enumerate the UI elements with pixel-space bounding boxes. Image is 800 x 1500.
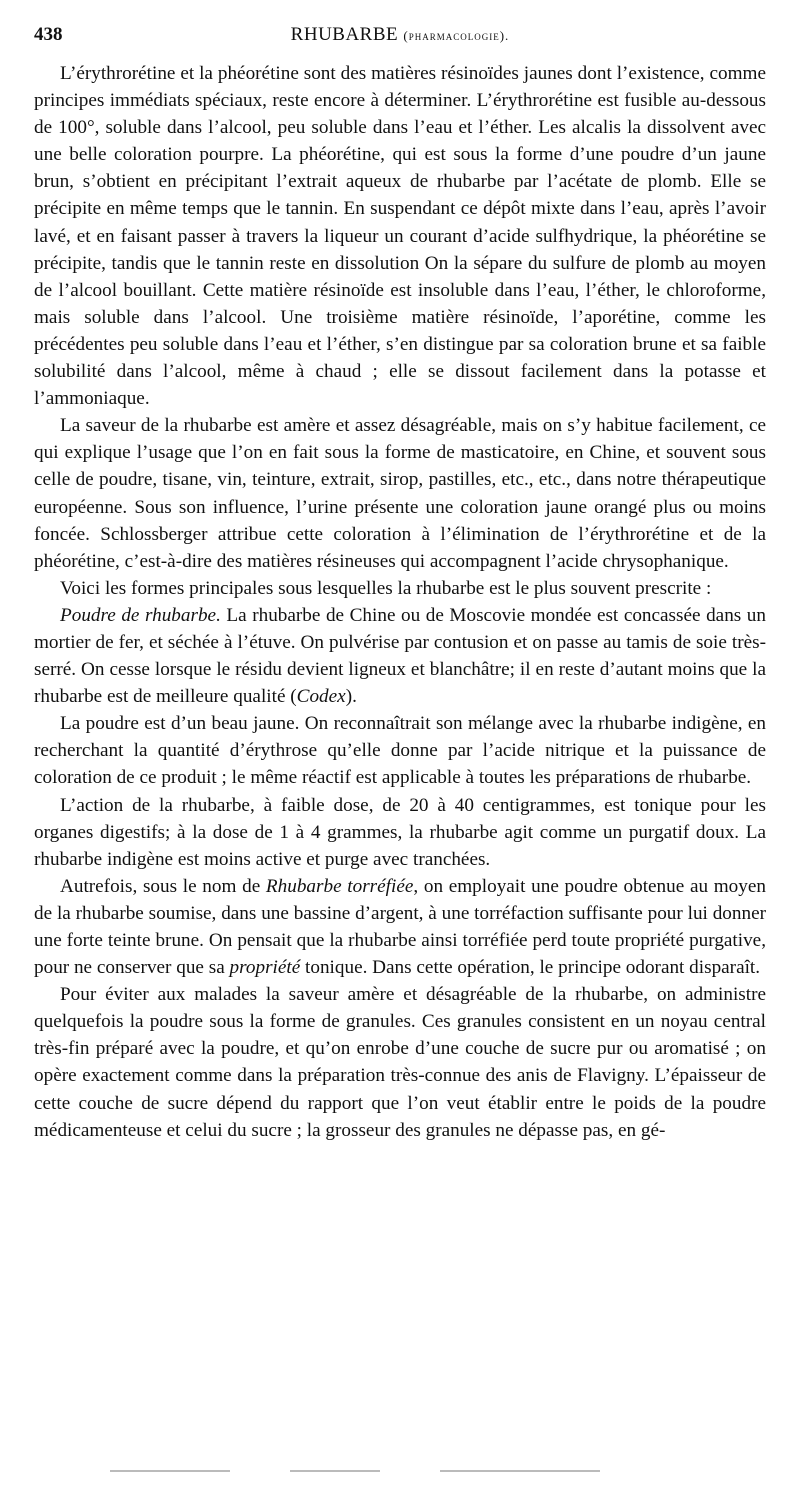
document-page (34, 24, 766, 1144)
page-number: 438 (34, 24, 63, 45)
italic-text: propriété (229, 957, 301, 979)
paragraph (34, 60, 766, 412)
running-head-subtitle: (pharmacologie). (403, 28, 510, 43)
paragraph-text: La saveur de la rhubarbe est amère et assez désagréable, mais on s’y habitue facilement, ce qui explique l’usage que l’on en fait sous la forme de masticatoire, en Chine, et souvent sous celle de poudre, tisane, vin, teinture, extrait, sirop, pastilles, etc., etc., dans notre thérapeutique européenne. Sous son influence, l’urine présente une coloration jaune orangé plus ou moins foncée. Schlossberger attribue cette coloration à l’élimination de l’érythrorétine et de la phéorétine, c’est-à-dire des matières résineuses qui accompagnent l’acide chrysophanique. (34, 415, 766, 572)
paragraph-text: ). (345, 686, 357, 708)
running-head (34, 24, 766, 46)
paragraph-text: La rhubarbe de Chine ou de Moscovie mondée est concassée dans un mortier de fer, et séchée à l’étuve. On pulvérise par contusion et on passe au tamis de soie très-serré. On cesse lorsque le résidu devient ligneux et blanchâtre; il en reste d’autant moins que la rhubarbe est de meilleure qualité ( (34, 604, 766, 708)
paragraph (34, 792, 766, 873)
paragraph (34, 575, 766, 602)
paragraph-text: L’action de la rhubarbe, à faible dose, de 20 à 40 centigrammes, est tonique pour les organes digestifs; à la dose de 1 à 4 grammes, la rhubarbe agit comme un purgatif doux. La rhubarbe indigène est moins active et purge avec tranchées. (34, 794, 766, 870)
italic-text: Poudre de rhubarbe. (60, 604, 221, 626)
paragraph (34, 602, 766, 710)
paragraph-text: Autrefois, sous le nom de (60, 875, 266, 897)
italic-text: Codex (296, 686, 346, 708)
paragraph (34, 710, 766, 791)
paragraph-text: tonique. Dans cette opération, le principe odorant disparaît. (300, 957, 761, 979)
italic-text: Rhubarbe torréfiée (265, 875, 414, 897)
paragraph-text: L’érythrorétine et la phéorétine sont des matières résinoïdes jaunes dont l’existence, comme principes immédiats spéciaux, reste encore à déterminer. L’érythrorétine est fusible au-dessous de 100°, soluble dans l’alcool, peu soluble dans l’eau et l’éther. Les alcalis la dissolvent avec une belle coloration pourpre. La phéorétine, qui est sous la forme d’une poudre d’un jaune brun, s’obtient en précipitant l’extrait aqueux de rhubarbe par l’acétate de plomb. Elle se précipite en même temps que le tannin. En suspendant ce dépôt mixte dans l’eau, après l’avoir lavé, et en faisant passer à travers la liqueur un courant d’acide sulfhydrique, la phéorétine se précipite, tandis que le tannin reste en dissolution On la sépare du sulfure de plomb au moyen de l’alcool bouillant. Cette matière résinoïde est insoluble dans l’eau, l’éther, le chloroforme, mais soluble dans l’alcool. Une troisième matière résinoïde, l’aporétine, comme les précédentes peu soluble dans l’eau et l’éther, s’en distingue par sa coloration brune et sa faible solubilité dans l’alcool, même à chaud ; elle se dissout facilement dans la potasse et l’ammoniaque. (34, 63, 766, 410)
page-header (34, 24, 766, 58)
paragraph-text: La poudre est d’un beau jaune. On reconnaîtrait son mélange avec la rhubarbe indigène, en recherchant la quantité d’érythrose qu’elle donne par l’acide nitrique et la puissance de coloration de ce produit ; le même réactif est applicable à toutes les préparations de rhubarbe. (34, 713, 766, 789)
paragraph (34, 412, 766, 575)
body-text (34, 60, 766, 1144)
paragraph-text: Pour éviter aux malades la saveur amère et désagréable de la rhubarbe, on administre quelquefois la poudre sous la forme de granules. Ces granules consistent en un noyau central très-fin préparé avec la poudre, et qu’on enrobe d’une couche de sucre pur ou aromatisé ; on opère exactement comme dans la préparation très-connue des anis de Flavigny. L’épaisseur de cette couche de sucre dépend du rapport que l’on veut établir entre le poids de la poudre médicamenteuse et celui du sucre ; la grosseur des granules ne dépasse pas, en gé- (34, 984, 766, 1141)
paragraph (34, 873, 766, 981)
paragraph-text: , on employait une poudre obtenue au moyen de la rhubarbe soumise, dans une bassine d’argent, à une torréfaction suffisante pour lui donner une forte teinte brune. On pensait que la rhubarbe ainsi torréfiée perd toute propriété purgative, pour ne conserver que sa (34, 875, 766, 979)
paragraph-text: Voici les formes principales sous lesquelles la rhubarbe est le plus souvent prescrite : (60, 577, 712, 599)
running-head-title: RHUBARBE (290, 24, 399, 45)
paragraph (34, 981, 766, 1144)
bottom-scan-artifact (110, 1462, 760, 1468)
